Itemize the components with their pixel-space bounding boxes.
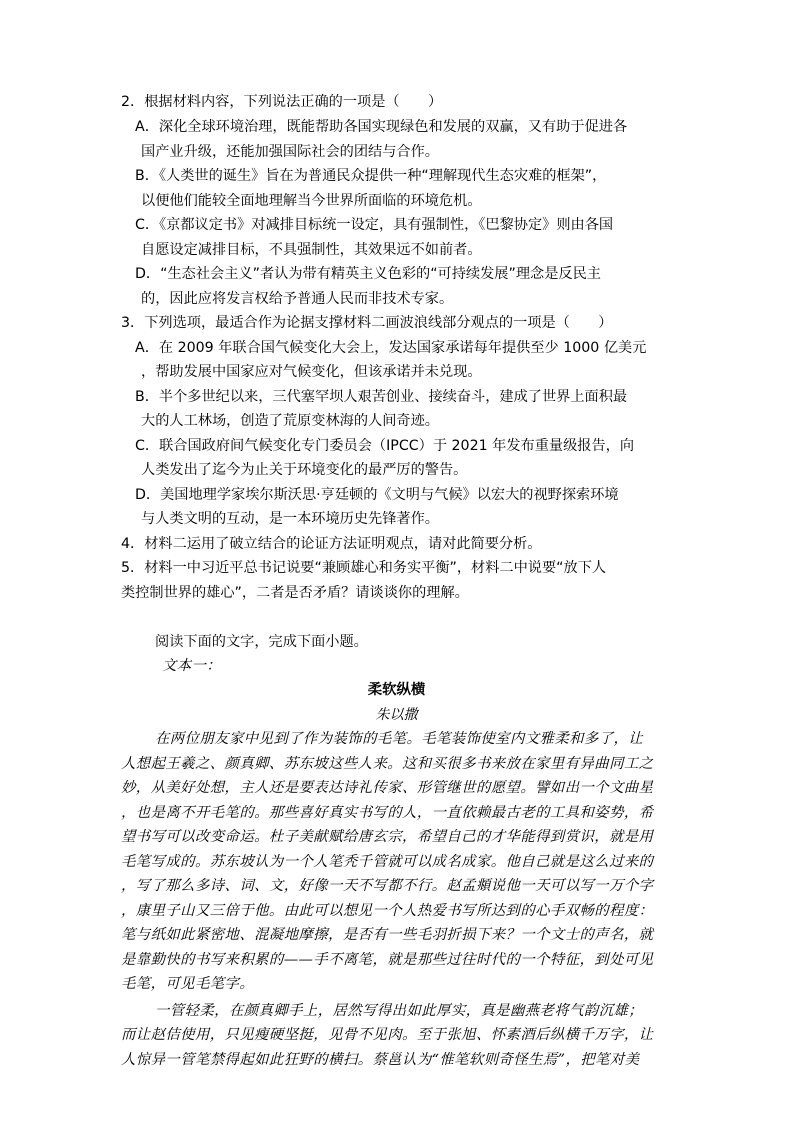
q2-option-a-cont: 国产业升级，还能加强国际社会的团结与合作。 xyxy=(141,144,439,160)
paragraph-line: 人想起王羲之、颜真卿、苏东坡这些人来。这和买很多书来放在家里有异曲同工之 xyxy=(121,756,654,772)
q3-option-a: A．在 2009 年联合国气候变化大会上，发达国家承诺每年提供至少 1000 亿美元 xyxy=(135,340,647,356)
essay-title: 柔软纵横 xyxy=(367,681,426,698)
question-5: 5．材料一中习近平总书记说要“兼顾雄心和务实平衡”，材料二中说要“放下人 xyxy=(121,560,607,576)
paragraph-line: 是靠勤快的书写来积累的——手不离笔，就是那些过往时代的一个特征，到处可见 xyxy=(121,952,654,968)
paragraph-line: 毛笔写成的。苏东坡认为一个人笔秃千管就可以成名成家。他自己就是这么过来的 xyxy=(121,854,654,870)
q3-option-b-cont: 大的人工林场，创造了荒原变林海的人间奇迹。 xyxy=(141,413,439,429)
q3-option-d-cont: 与人类文明的互动，是一本环境历史先锋著作。 xyxy=(141,511,439,527)
paragraph-line: ，康里子山又三倍于他。由此可以想见一个人热爱书写所达到的心手双畅的程度： xyxy=(121,903,654,919)
q3-option-d: D．美国地理学家埃尔斯沃思·亨廷顿的《文明与气候》以宏大的视野探索环境 xyxy=(135,487,619,503)
q2-option-c: C．《京都议定书》对减排目标统一设定，具有强制性，《巴黎协定》则由各国 xyxy=(135,217,614,233)
q2-option-b: B．《人类世的诞生》旨在为普通民众提供一种“理解现代生态灾难的框架”， xyxy=(135,168,607,184)
paragraph-line: 人惊异一管笔禁得起如此狂野的横扫。蔡邕认为“惟笔软则奇怪生焉”，把笔对美 xyxy=(121,1052,640,1068)
question-2-stem: 2．根据材料内容，下列说法正确的一项是（ ） xyxy=(121,94,443,110)
q3-option-a-cont: ，帮助发展中国家应对气候变化，但该承诺并未兑现。 xyxy=(141,364,482,380)
q2-option-d-cont: 的，因此应将发言权给予普通人民而非技术专家。 xyxy=(141,291,454,307)
essay-author: 朱以撒 xyxy=(375,707,418,723)
reading-instruction: 阅读下面的文字，完成下面小题。 xyxy=(155,634,368,650)
paragraph-line: 望书写可以改变命运。杜子美献赋给唐玄宗，希望自己的才华能得到赏识，就是用 xyxy=(121,829,654,845)
paragraph-line: ，写了那么多诗、词、文，好像一天不写都不行。赵孟頫说他一天可以写一万个字 xyxy=(121,878,654,894)
q2-option-a: A．深化全球环境治理，既能帮助各国实现绿色和发展的双赢，又有助于促进各 xyxy=(135,119,628,135)
question-3-stem: 3．下列选项，最适合作为论据支撑材料二画波浪线部分观点的一项是（ ） xyxy=(121,315,613,331)
q3-option-c: C．联合国政府间气候变化专门委员会（IPCC）于 2021 年发布重量级报告，向 xyxy=(135,438,635,454)
paragraph-line: 而让赵佶使用，只见瘦硬坚挺，见骨不见肉。至于张旭、怀素酒后纵横千万字，让 xyxy=(121,1027,654,1043)
q2-option-b-cont: 以便他们能较全面地理解当今世界所面临的环境危机。 xyxy=(141,193,482,209)
q2-option-d: D．“生态社会主义”者认为带有精英主义色彩的“可持续发展”理念是反民主 xyxy=(135,266,601,282)
q2-option-c-cont: 自愿设定减排目标，不具强制性，其效果远不如前者。 xyxy=(141,242,482,258)
question-5-cont: 类控制世界的雄心”，二者是否矛盾？请谈谈你的理解。 xyxy=(121,585,469,601)
text-label: 文本一： xyxy=(162,658,222,674)
paragraph-line: 在两位朋友家中见到了作为装饰的毛笔。毛笔装饰使室内文雅柔和多了，让 xyxy=(155,731,644,747)
paragraph-line: ，也是离不开毛笔的。那些喜好真实书写的人，一直依赖最古老的工具和姿势，希 xyxy=(121,805,654,821)
paragraph-line: 毛笔，可见毛笔字。 xyxy=(121,976,255,992)
paragraph-line: 一管轻柔，在颜真卿手上，居然写得出如此厚实，真是幽燕老将气韵沉雄； xyxy=(155,1003,644,1019)
paragraph-line: 笔与纸如此紧密地、混凝地摩擦，是否有一些毛羽折损下来？一个文士的声名，就 xyxy=(121,927,654,943)
question-4: 4．材料二运用了破立结合的论证方法证明观点，请对此简要分析。 xyxy=(121,536,542,552)
q3-option-c-cont: 人类发出了迄今为止关于环境变化的最严厉的警告。 xyxy=(141,462,468,478)
q3-option-b: B．半个多世纪以来，三代塞罕坝人艰苦创业、接续奋斗，建成了世界上面积最 xyxy=(135,389,628,405)
paragraph-line: 妙，从美好处想，主人还是要表达诗礼传家、形管继世的愿望。譬如出一个文曲星 xyxy=(121,780,654,796)
